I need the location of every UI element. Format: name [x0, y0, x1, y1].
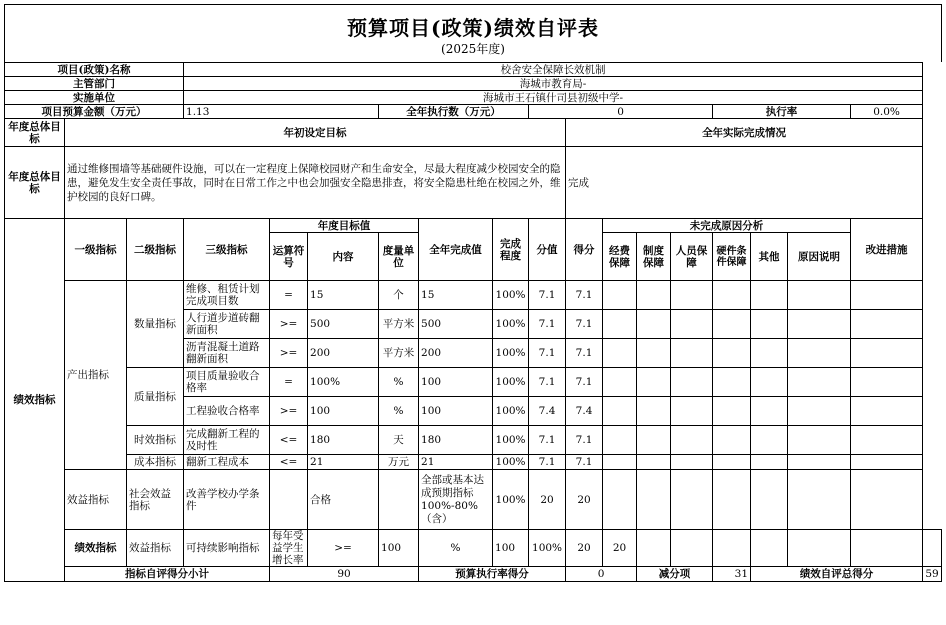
- op-cell: =: [270, 281, 308, 310]
- degree-cell: 100%: [493, 339, 529, 368]
- rate-value: 0.0%: [851, 105, 923, 119]
- score-cell: 7.1: [566, 368, 603, 397]
- perf-indicator-label-2: 绩效指标: [65, 530, 127, 567]
- empty-cell: [751, 281, 788, 310]
- score-cell: 7.1: [566, 455, 603, 470]
- op-cell: =: [270, 368, 308, 397]
- unit-cell: %: [419, 530, 493, 567]
- score-cell: 7.1: [566, 281, 603, 310]
- weight-cell: 7.1: [529, 310, 566, 339]
- actual-cell: 21: [419, 455, 493, 470]
- sustain-indicator-label: 可持续影响指标: [184, 530, 270, 567]
- level3-cell: 翻新工程成本: [184, 455, 270, 470]
- content-cell: 15: [308, 281, 379, 310]
- empty-cell: [713, 339, 751, 368]
- initial-goal-text: 通过维修围墙等基础硬件设施，可以在一定程度上保障校园财产和生命安全，尽最大程度减少校园安全的隐患，避免发生安全责任事故，同时在日常工作之中也会加强安全隐患排查，将安全隐患杜绝在校园之外，维护校园的良好口碑。: [65, 147, 566, 219]
- actual-cell: 100: [493, 530, 529, 567]
- budget-value: 1.13: [184, 105, 379, 119]
- empty-cell: [851, 310, 923, 339]
- timeliness-indicator-label: 时效指标: [127, 426, 184, 455]
- empty-cell: [851, 368, 923, 397]
- content-header: 内容: [308, 233, 379, 281]
- op-cell: >=: [270, 397, 308, 426]
- op-cell: >=: [270, 310, 308, 339]
- unit-cell: %: [379, 397, 419, 426]
- empty-cell: [637, 397, 671, 426]
- unit-cell: 个: [379, 281, 419, 310]
- perf-indicator-label: 绩效指标: [5, 219, 65, 582]
- empty-cell: [713, 470, 751, 530]
- level1-header: 一级指标: [65, 219, 127, 281]
- page-year: (2025年度): [441, 42, 505, 56]
- empty-cell: [751, 368, 788, 397]
- budget-label: 项目预算金额（万元）: [5, 105, 184, 119]
- empty-cell: [637, 368, 671, 397]
- empty-cell: [851, 530, 923, 567]
- empty-cell: [851, 426, 923, 455]
- degree-cell: 100%: [493, 397, 529, 426]
- actual-goal-text: 完成: [566, 147, 923, 219]
- level3-cell: 每年受益学生增长率: [270, 530, 308, 567]
- op-cell: <=: [270, 455, 308, 470]
- empty-cell: [637, 455, 671, 470]
- reason-funding-header: 经费保障: [603, 233, 637, 281]
- level2-header: 二级指标: [127, 219, 184, 281]
- unit-cell: 万元: [379, 455, 419, 470]
- empty-cell: [671, 470, 713, 530]
- title-box: [4, 4, 942, 62]
- weight-header: 分值: [529, 219, 566, 281]
- evaluation-form: [4, 4, 942, 582]
- budget-score-label: 预算执行率得分: [419, 567, 566, 582]
- op-cell: >=: [308, 530, 379, 567]
- reason-system-header: 制度保障: [637, 233, 671, 281]
- goal-header-label: 年度总体目标: [5, 119, 65, 147]
- empty-cell: [637, 339, 671, 368]
- actual-cell: 15: [419, 281, 493, 310]
- goal-row-label: 年度总体目标: [5, 147, 65, 219]
- empty-cell: [788, 530, 851, 567]
- reason-note-header: 原因说明: [788, 233, 851, 281]
- empty-cell: [851, 281, 923, 310]
- empty-cell: [603, 310, 637, 339]
- actual-goal-header: 全年实际完成情况: [566, 119, 923, 147]
- weight-cell: 7.1: [529, 455, 566, 470]
- empty-cell: [671, 530, 713, 567]
- score-cell: 20: [603, 530, 637, 567]
- level3-cell: 人行道步道砖翻新面积: [184, 310, 270, 339]
- dept-label: 主管部门: [5, 77, 184, 91]
- empty-cell: [851, 339, 923, 368]
- annual-target-header: 年度目标值: [270, 219, 419, 233]
- empty-cell: [751, 455, 788, 470]
- benefit-indicator-label-2: 效益指标: [127, 530, 184, 567]
- empty-cell: [788, 339, 851, 368]
- actual-cell: 全部或基本达成预期指标100%-80%（含）: [419, 470, 493, 530]
- empty-cell: [603, 455, 637, 470]
- empty-cell: [671, 310, 713, 339]
- score-cell: 7.1: [566, 339, 603, 368]
- empty-cell: [751, 426, 788, 455]
- empty-cell: [671, 281, 713, 310]
- empty-cell: [751, 339, 788, 368]
- actual-cell: 100: [419, 368, 493, 397]
- level3-cell: 维修、租赁计划完成项目数: [184, 281, 270, 310]
- improve-header: 改进措施: [851, 219, 923, 281]
- exec-value: 0: [529, 105, 713, 119]
- actual-header: 全年完成值: [419, 219, 493, 281]
- degree-cell: 100%: [529, 530, 566, 567]
- score-header: 得分: [566, 219, 603, 281]
- empty-cell: [671, 426, 713, 455]
- op-cell: [270, 470, 308, 530]
- reason-header: 未完成原因分析: [603, 219, 851, 233]
- empty-cell: [788, 470, 851, 530]
- quality-indicator-label: 质量指标: [127, 368, 184, 426]
- unit-header: 度量单位: [379, 233, 419, 281]
- benefit-indicator-label: 效益指标: [65, 470, 127, 530]
- reason-other-header: 其他: [751, 233, 788, 281]
- level3-cell: 沥青混凝土道路翻新面积: [184, 339, 270, 368]
- content-cell: 200: [308, 339, 379, 368]
- content-cell: 100%: [308, 368, 379, 397]
- content-cell: 500: [308, 310, 379, 339]
- content-cell: 21: [308, 455, 379, 470]
- empty-cell: [603, 339, 637, 368]
- empty-cell: [751, 530, 788, 567]
- empty-cell: [851, 397, 923, 426]
- empty-cell: [923, 530, 942, 567]
- unit-cell: [379, 470, 419, 530]
- empty-cell: [603, 397, 637, 426]
- empty-cell: [713, 426, 751, 455]
- quantity-indicator-label: 数量指标: [127, 281, 184, 368]
- level3-cell: 完成翻新工程的及时性: [184, 426, 270, 455]
- empty-cell: [788, 281, 851, 310]
- empty-cell: [788, 368, 851, 397]
- level3-cell: 项目质量验收合格率: [184, 368, 270, 397]
- rate-label: 执行率: [713, 105, 851, 119]
- empty-cell: [713, 310, 751, 339]
- empty-cell: [637, 530, 671, 567]
- empty-cell: [671, 339, 713, 368]
- empty-cell: [671, 368, 713, 397]
- empty-cell: [637, 310, 671, 339]
- op-header: 运算符号: [270, 233, 308, 281]
- empty-cell: [603, 368, 637, 397]
- unit-cell: 天: [379, 426, 419, 455]
- actual-cell: 180: [419, 426, 493, 455]
- initial-goal-header: 年初设定目标: [65, 119, 566, 147]
- degree-cell: 100%: [493, 310, 529, 339]
- actual-cell: 500: [419, 310, 493, 339]
- weight-cell: 7.1: [529, 368, 566, 397]
- score-cell: 7.1: [566, 426, 603, 455]
- score-cell: 7.4: [566, 397, 603, 426]
- content-cell: 180: [308, 426, 379, 455]
- reason-hardware-header: 硬件条件保障: [713, 233, 751, 281]
- actual-cell: 100: [419, 397, 493, 426]
- empty-cell: [671, 455, 713, 470]
- weight-cell: 7.4: [529, 397, 566, 426]
- empty-cell: [713, 397, 751, 426]
- cost-indicator-label: 成本指标: [127, 455, 184, 470]
- op-cell: <=: [270, 426, 308, 455]
- degree-cell: 100%: [493, 470, 529, 530]
- actual-cell: 200: [419, 339, 493, 368]
- dept-value: 海城市教育局-: [184, 77, 923, 91]
- unit-cell: 平方米: [379, 310, 419, 339]
- weight-cell: 20: [566, 530, 603, 567]
- empty-cell: [637, 470, 671, 530]
- self-score-label: 指标自评得分小计: [65, 567, 270, 582]
- content-cell: 合格: [308, 470, 379, 530]
- op-cell: >=: [270, 339, 308, 368]
- empty-cell: [713, 455, 751, 470]
- empty-cell: [851, 470, 923, 530]
- weight-cell: 7.1: [529, 426, 566, 455]
- unit-cell: 平方米: [379, 339, 419, 368]
- social-benefit-indicator-label: 社会效益指标: [127, 470, 184, 530]
- total-score-label: 绩效自评总得分: [751, 567, 923, 582]
- exec-label: 全年执行数（万元）: [379, 105, 529, 119]
- page-title: 预算项目(政策)绩效自评表: [347, 16, 599, 40]
- empty-cell: [788, 397, 851, 426]
- total-score-value: 59: [923, 567, 942, 582]
- empty-cell: [603, 426, 637, 455]
- degree-cell: 100%: [493, 455, 529, 470]
- empty-cell: [671, 397, 713, 426]
- empty-cell: [751, 310, 788, 339]
- score-cell: 7.1: [566, 310, 603, 339]
- degree-cell: 100%: [493, 426, 529, 455]
- degree-cell: 100%: [493, 368, 529, 397]
- content-cell: 100: [308, 397, 379, 426]
- level3-cell: 改善学校办学条件: [184, 470, 270, 530]
- empty-cell: [788, 310, 851, 339]
- budget-score-value: 0: [566, 567, 637, 582]
- empty-cell: [603, 470, 637, 530]
- deduct-value: 31: [713, 567, 751, 582]
- empty-cell: [751, 397, 788, 426]
- weight-cell: 7.1: [529, 339, 566, 368]
- level3-header: 三级指标: [184, 219, 270, 281]
- evaluation-table: [4, 62, 942, 582]
- weight-cell: 7.1: [529, 281, 566, 310]
- unit-cell: %: [379, 368, 419, 397]
- empty-cell: [751, 470, 788, 530]
- weight-cell: 20: [529, 470, 566, 530]
- project-name-value: 校舍安全保障长效机制: [184, 63, 923, 77]
- score-cell: 20: [566, 470, 603, 530]
- self-score-value: 90: [270, 567, 419, 582]
- reason-staff-header: 人员保障: [671, 233, 713, 281]
- project-name-label: 项目(政策)名称: [5, 63, 184, 77]
- deduct-label: 减分项: [637, 567, 713, 582]
- unit-value: 海城市王石镇什司县初级中学-: [184, 91, 923, 105]
- unit-label: 实施单位: [5, 91, 184, 105]
- degree-header: 完成程度: [493, 219, 529, 281]
- empty-cell: [637, 426, 671, 455]
- content-cell: 100: [379, 530, 419, 567]
- level3-cell: 工程验收合格率: [184, 397, 270, 426]
- empty-cell: [713, 530, 751, 567]
- empty-cell: [603, 281, 637, 310]
- empty-cell: [788, 426, 851, 455]
- empty-cell: [637, 281, 671, 310]
- empty-cell: [713, 368, 751, 397]
- empty-cell: [713, 281, 751, 310]
- output-indicator-label: 产出指标: [65, 281, 127, 470]
- empty-cell: [788, 455, 851, 470]
- degree-cell: 100%: [493, 281, 529, 310]
- empty-cell: [851, 455, 923, 470]
